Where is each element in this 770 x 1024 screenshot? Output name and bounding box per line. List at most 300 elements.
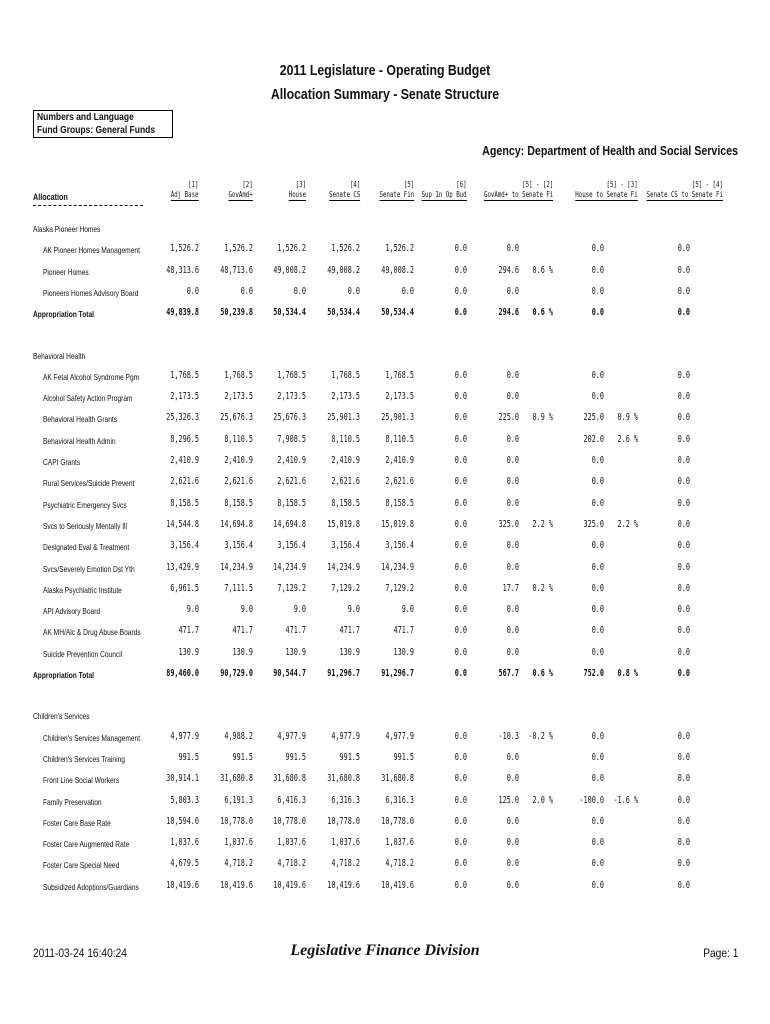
cell-value: 10,778.0 xyxy=(327,815,360,827)
cell-value: 0.0 xyxy=(677,858,690,870)
cell-value: 325.0 xyxy=(583,518,604,530)
cell-value: 991.5 xyxy=(339,751,360,763)
cell-value: 2,410.9 xyxy=(170,455,199,466)
cell-value: 3,156.4 xyxy=(277,540,306,552)
cell-value: 0.0 xyxy=(677,433,690,445)
cell-value: 25,676.3 xyxy=(220,412,253,424)
cell-value: 0.0 xyxy=(347,285,360,297)
footer-timestamp: 2011-03-24 16:40:24 xyxy=(33,946,127,960)
table-row xyxy=(0,880,770,894)
cell-value: 0.0 xyxy=(454,412,467,424)
fund-box-line1: Numbers and Language xyxy=(37,112,134,123)
cell-value: 6,416.3 xyxy=(277,794,306,806)
cell-value: 10,419.6 xyxy=(273,879,306,891)
row-label: Rural Services/Suicide Prevent xyxy=(43,478,135,489)
cell-value: 130.9 xyxy=(232,646,253,658)
cell-value: 48,713.6 xyxy=(220,264,253,276)
column-header-label: Senate Fin xyxy=(379,190,414,199)
table-row xyxy=(0,391,770,405)
table-row xyxy=(0,731,770,745)
column-header-label: Adj Base xyxy=(171,190,199,199)
cell-value: 0.0 xyxy=(293,285,306,297)
table-row xyxy=(0,455,770,469)
cell-value: 4,718.2 xyxy=(224,858,253,870)
cell-value: 15,019.8 xyxy=(381,518,414,530)
row-label: Appropriation Total xyxy=(33,670,95,680)
cell-value: 0.0 xyxy=(591,730,604,742)
cell-value: 0.0 xyxy=(677,540,690,552)
cell-value: 90,729.0 xyxy=(220,668,253,679)
row-label: Behavioral Health Admin xyxy=(43,435,116,446)
cell-value: 0.0 xyxy=(454,518,467,530)
column-header-number: [4] xyxy=(349,180,360,189)
cell-value: 0.0 xyxy=(454,391,467,403)
cell-value: 0.0 xyxy=(591,879,604,891)
cell-value: 0.0 xyxy=(591,582,604,594)
cell-value: 4,718.2 xyxy=(277,858,306,870)
cell-value: 0.0 xyxy=(591,773,604,785)
cell-value: 9.0 xyxy=(186,604,199,616)
cell-value: 0.0 xyxy=(591,858,604,870)
row-label: AK MH/Alc & Drug Abuse Boards xyxy=(43,627,141,638)
column-header-label: House to Senate Fi xyxy=(575,190,638,199)
cell-value: 2.6 % xyxy=(617,433,638,445)
table-row xyxy=(0,519,770,533)
cell-value: 471.7 xyxy=(232,625,253,637)
cell-value: 0.0 xyxy=(454,476,467,488)
cell-value: 0.0 xyxy=(677,751,690,763)
cell-value: 0.0 xyxy=(454,751,467,763)
cell-value: 0.0 xyxy=(506,433,519,445)
cell-value: 0.0 xyxy=(677,243,690,255)
cell-value: 0.0 xyxy=(506,604,519,616)
cell-value: 4,977.9 xyxy=(277,730,306,742)
cell-value: 0.0 xyxy=(677,815,690,827)
cell-value: 0.0 xyxy=(454,497,467,509)
cell-value: 10,778.0 xyxy=(220,815,253,827)
cell-value: 90,544.7 xyxy=(273,668,306,679)
table-row xyxy=(0,370,770,384)
cell-value: 471.7 xyxy=(393,625,414,637)
cell-value: 0.0 xyxy=(506,773,519,785)
cell-value: 7,908.5 xyxy=(277,433,306,445)
cell-value: 9.0 xyxy=(401,604,414,616)
cell-value: 471.7 xyxy=(339,625,360,637)
cell-value: -1.6 % xyxy=(613,794,638,806)
cell-value: 0.0 xyxy=(591,625,604,637)
row-label: Children's Services Management xyxy=(43,732,141,743)
table-row xyxy=(0,434,770,448)
cell-value: 0.0 xyxy=(591,264,604,276)
footer-page: Page: 1 xyxy=(702,946,738,960)
cell-value: 1,768.5 xyxy=(385,369,414,381)
cell-value: 0.0 xyxy=(677,773,690,785)
table-row xyxy=(0,243,770,257)
cell-value: 0.0 xyxy=(591,243,604,255)
cell-value: 9.0 xyxy=(347,604,360,616)
table-row xyxy=(0,412,770,426)
column-header-label: GovAmd+ xyxy=(228,190,253,199)
cell-value: 0.0 xyxy=(677,879,690,891)
cell-value: 0.0 xyxy=(591,646,604,658)
row-label: Behavioral Health xyxy=(33,350,86,361)
cell-value: 1,768.5 xyxy=(170,369,199,381)
cell-value: 3,156.4 xyxy=(224,540,253,552)
cell-value: 1,037.6 xyxy=(170,837,199,849)
cell-value: 3,156.4 xyxy=(385,540,414,552)
row-label: Alaska Pioneer Homes xyxy=(33,224,101,234)
cell-value: 8,158.5 xyxy=(170,497,199,509)
cell-value: 0.0 xyxy=(506,476,519,488)
cell-value: 0.0 xyxy=(506,391,519,403)
cell-value: 49,839.8 xyxy=(166,307,199,319)
cell-value: 0.0 xyxy=(454,625,467,637)
cell-value: 0.0 xyxy=(591,561,604,573)
column-header-number: [5] - [2] xyxy=(521,180,553,189)
cell-value: 2,621.6 xyxy=(277,476,306,488)
cell-value: 0.9 % xyxy=(532,412,553,424)
cell-value: 0.0 xyxy=(677,307,690,319)
cell-value: 325.0 xyxy=(498,518,519,530)
cell-value: 0.0 xyxy=(677,476,690,488)
cell-value: 0.0 xyxy=(240,285,253,297)
cell-value: 0.0 xyxy=(677,794,690,806)
cell-value: 0.0 xyxy=(677,625,690,637)
row-label: Svcs to Seriously Mentally Ill xyxy=(43,520,128,531)
cell-value: 7,129.2 xyxy=(385,582,414,594)
cell-value: 130.9 xyxy=(285,646,306,658)
column-header xyxy=(576,180,638,201)
group-header-row xyxy=(0,709,770,723)
cell-value: 10,778.0 xyxy=(381,815,414,827)
cell-value: 0.0 xyxy=(454,858,467,870)
cell-value: 2.2 % xyxy=(532,518,553,530)
cell-value: 0.0 xyxy=(454,455,467,466)
footer-division: Legislative Finance Division xyxy=(290,942,480,959)
cell-value: 0.0 xyxy=(454,879,467,891)
cell-value: 202.0 xyxy=(583,433,604,445)
cell-value: 6,191.3 xyxy=(224,794,253,806)
cell-value: 14,694.8 xyxy=(273,518,306,530)
allocation-header: Allocation xyxy=(33,192,68,202)
cell-value: 4,988.2 xyxy=(224,730,253,742)
cell-value: 991.5 xyxy=(178,751,199,763)
column-header-label: Senate CS xyxy=(328,190,360,199)
table-row xyxy=(0,816,770,830)
cell-value: 7,129.2 xyxy=(277,582,306,594)
cell-value: 14,234.9 xyxy=(273,561,306,573)
column-header-label: House xyxy=(288,190,306,199)
cell-value: 10,594.0 xyxy=(166,815,199,827)
cell-value: 1,526.2 xyxy=(277,243,306,255)
cell-value: 471.7 xyxy=(178,625,199,637)
cell-value: 2.0 % xyxy=(532,794,553,806)
cell-value: 0.0 xyxy=(506,815,519,827)
column-header-label: GovAmd+ to Senate Fi xyxy=(483,190,553,199)
cell-value: 5,803.3 xyxy=(170,794,199,806)
cell-value: 31,680.8 xyxy=(381,773,414,785)
cell-value: 0.0 xyxy=(677,391,690,403)
cell-value: 25,901.3 xyxy=(381,412,414,424)
cell-value: 31,680.8 xyxy=(327,773,360,785)
cell-value: 25,901.3 xyxy=(327,412,360,424)
cell-value: 1,037.6 xyxy=(277,837,306,849)
allocation-underline xyxy=(33,205,143,206)
cell-value: 0.9 % xyxy=(617,412,638,424)
cell-value: 91,296.7 xyxy=(381,668,414,679)
table-row xyxy=(0,562,770,576)
cell-value: 1,526.2 xyxy=(331,243,360,255)
cell-value: 2,410.9 xyxy=(385,455,414,466)
cell-value: 0.6 % xyxy=(532,264,553,276)
cell-value: 7,111.5 xyxy=(224,582,253,594)
table-row xyxy=(0,498,770,512)
column-header-label: Sup 1n Op Bud xyxy=(421,190,467,199)
cell-value: 0.0 xyxy=(677,264,690,276)
cell-value: 0.0 xyxy=(506,646,519,658)
cell-value: 125.0 xyxy=(498,794,519,806)
cell-value: 8,110.5 xyxy=(331,433,360,445)
column-header-label: Senate CS to Senate Fi xyxy=(646,190,723,199)
row-label: Behavioral Health Grants xyxy=(43,414,118,425)
cell-value: 0.0 xyxy=(591,751,604,763)
cell-value: 4,718.2 xyxy=(331,858,360,870)
table-row xyxy=(0,773,770,787)
cell-value: 0.0 xyxy=(506,879,519,891)
row-label: Foster Care Special Need xyxy=(43,860,120,871)
cell-value: 14,234.9 xyxy=(381,561,414,573)
cell-value: 2,410.9 xyxy=(277,455,306,466)
row-label: AK Pioneer Homes Management xyxy=(43,245,140,256)
cell-value: 2,621.6 xyxy=(170,476,199,488)
column-header-number: [5] - [4] xyxy=(691,180,723,189)
cell-value: 6,316.3 xyxy=(331,794,360,806)
cell-value: 9.0 xyxy=(240,604,253,616)
column-header-number: [1] xyxy=(188,180,199,189)
cell-value: 4,977.9 xyxy=(170,730,199,742)
cell-value: 0.0 xyxy=(677,668,690,679)
cell-value: 4,977.9 xyxy=(385,730,414,742)
row-label: Pioneers Homes Advisory Board xyxy=(43,287,139,298)
cell-value: 4,977.9 xyxy=(331,730,360,742)
cell-value: 0.0 xyxy=(454,773,467,785)
cell-value: 14,544.8 xyxy=(166,518,199,530)
cell-value: 0.0 xyxy=(506,285,519,297)
cell-value: 1,037.6 xyxy=(385,837,414,849)
cell-value: 49,008.2 xyxy=(273,264,306,276)
row-label: Children's Services xyxy=(33,711,90,722)
report-title: 2011 Legislature - Operating Budget xyxy=(279,62,491,79)
row-label: AK Fetal Alcohol Syndrome Pgm xyxy=(43,371,140,382)
table-row xyxy=(0,476,770,490)
cell-value: 91,296.7 xyxy=(327,668,360,679)
table-row xyxy=(0,625,770,639)
row-label: Alaska Psychiatric Institute xyxy=(43,584,122,595)
cell-value: 0.0 xyxy=(677,369,690,381)
cell-value: 471.7 xyxy=(285,625,306,637)
cell-value: 0.6 % xyxy=(532,668,553,679)
cell-value: -10.3 xyxy=(498,730,519,742)
cell-value: 225.0 xyxy=(583,412,604,424)
cell-value: 0.0 xyxy=(591,497,604,509)
column-header xyxy=(171,180,199,201)
cell-value: 991.5 xyxy=(285,751,306,763)
row-label: Children's Services Training xyxy=(43,753,125,764)
row-label: Subsidized Adoptions/Guardians xyxy=(43,881,139,892)
cell-value: 1,768.5 xyxy=(331,369,360,381)
cell-value: 7,129.2 xyxy=(331,582,360,594)
cell-value: 0.0 xyxy=(506,369,519,381)
cell-value: 0.0 xyxy=(677,837,690,849)
cell-value: 0.0 xyxy=(401,285,414,297)
cell-value: 8,158.5 xyxy=(331,497,360,509)
column-header xyxy=(379,180,414,201)
cell-value: 14,234.9 xyxy=(220,561,253,573)
cell-value: 2,173.5 xyxy=(331,391,360,403)
row-label: Psychiatric Emergency Svcs xyxy=(43,499,127,510)
cell-value: 2.2 % xyxy=(617,518,638,530)
cell-value: 0.0 xyxy=(506,751,519,763)
cell-value: 6,961.5 xyxy=(170,582,199,594)
cell-value: 991.5 xyxy=(393,751,414,763)
cell-value: 89,460.0 xyxy=(166,668,199,679)
cell-value: 25,326.3 xyxy=(166,412,199,424)
cell-value: 10,419.6 xyxy=(381,879,414,891)
cell-value: 991.5 xyxy=(232,751,253,763)
cell-value: 0.0 xyxy=(454,794,467,806)
cell-value: 15,019.8 xyxy=(327,518,360,530)
cell-value: 0.0 xyxy=(677,604,690,616)
cell-value: 13,429.9 xyxy=(166,561,199,573)
row-label: Designated Eval & Treatment xyxy=(43,542,130,553)
column-header xyxy=(229,180,253,201)
cell-value: 50,239.8 xyxy=(220,307,253,319)
cell-value: 0.0 xyxy=(591,476,604,488)
cell-value: 1,526.2 xyxy=(385,243,414,255)
cell-value: 10,778.0 xyxy=(273,815,306,827)
column-header-number: [3] xyxy=(295,180,306,189)
column-header xyxy=(647,180,723,201)
row-label: Suicide Prevention Council xyxy=(43,648,123,659)
cell-value: 31,680.8 xyxy=(220,773,253,785)
cell-value: 0.0 xyxy=(591,455,604,466)
table-row xyxy=(0,647,770,661)
total-row xyxy=(0,307,770,321)
cell-value: 0.0 xyxy=(591,837,604,849)
cell-value: 130.9 xyxy=(339,646,360,658)
cell-value: 0.0 xyxy=(677,412,690,424)
cell-value: 0.0 xyxy=(677,582,690,594)
cell-value: 49,008.2 xyxy=(381,264,414,276)
table-row xyxy=(0,752,770,766)
cell-value: 0.0 xyxy=(506,837,519,849)
cell-value: 30,914.1 xyxy=(166,773,199,785)
cell-value: 49,008.2 xyxy=(327,264,360,276)
cell-value: 1,037.6 xyxy=(224,837,253,849)
cell-value: 0.0 xyxy=(454,604,467,616)
table-row xyxy=(0,540,770,554)
cell-value: 50,534.4 xyxy=(327,307,360,319)
cell-value: 0.0 xyxy=(591,369,604,381)
cell-value: 2,173.5 xyxy=(170,391,199,403)
cell-value: 0.0 xyxy=(677,518,690,530)
cell-value: 0.0 xyxy=(506,858,519,870)
cell-value: 0.0 xyxy=(454,668,467,679)
cell-value: 0.0 xyxy=(454,369,467,381)
cell-value: 0.0 xyxy=(454,561,467,573)
cell-value: 0.0 xyxy=(454,646,467,658)
cell-value: 1,526.2 xyxy=(170,243,199,255)
cell-value: 2,173.5 xyxy=(277,391,306,403)
cell-value: 0.0 xyxy=(591,391,604,403)
row-label: Pioneer Homes xyxy=(43,266,89,277)
cell-value: 10,419.6 xyxy=(220,879,253,891)
cell-value: 0.0 xyxy=(506,625,519,637)
cell-value: 0.0 xyxy=(677,646,690,658)
cell-value: 8,158.5 xyxy=(277,497,306,509)
column-header-number: [5] xyxy=(403,180,414,189)
cell-value: -100.0 xyxy=(579,794,604,806)
cell-value: 0.0 xyxy=(186,285,199,297)
cell-value: 0.0 xyxy=(591,815,604,827)
column-header-number: [6] xyxy=(456,180,467,189)
row-label: Alcohol Safety Action Program xyxy=(43,393,133,404)
cell-value: 14,694.8 xyxy=(220,518,253,530)
cell-value: 9.0 xyxy=(293,604,306,616)
cell-value: 567.7 xyxy=(498,668,519,679)
cell-value: 0.0 xyxy=(454,433,467,445)
cell-value: 0.0 xyxy=(454,264,467,276)
table-row xyxy=(0,604,770,618)
column-header xyxy=(484,180,553,201)
cell-value: 3,156.4 xyxy=(170,540,199,552)
cell-value: 225.0 xyxy=(498,412,519,424)
cell-value: 8,296.5 xyxy=(170,433,199,445)
cell-value: 2,621.6 xyxy=(224,476,253,488)
group-header-row xyxy=(0,349,770,363)
row-label: API Advisory Board xyxy=(43,606,101,617)
cell-value: 25,676.3 xyxy=(273,412,306,424)
column-header xyxy=(422,180,467,201)
cell-value: 48,313.6 xyxy=(166,264,199,276)
cell-value: 0.0 xyxy=(454,285,467,297)
cell-value: 0.6 % xyxy=(532,307,553,319)
cell-value: 294.6 xyxy=(498,264,519,276)
total-row xyxy=(0,668,770,682)
group-header-row xyxy=(0,222,770,236)
cell-value: 2,410.9 xyxy=(224,455,253,466)
cell-value: 0.0 xyxy=(591,540,604,552)
column-header-number: [2] xyxy=(242,180,253,189)
cell-value: 4,679.5 xyxy=(170,858,199,870)
cell-value: 130.9 xyxy=(178,646,199,658)
cell-value: 0.0 xyxy=(454,540,467,552)
cell-value: 6,316.3 xyxy=(385,794,414,806)
cell-value: 0.0 xyxy=(677,497,690,509)
column-header-number: [5] - [3] xyxy=(606,180,638,189)
table-row xyxy=(0,265,770,279)
cell-value: 0.0 xyxy=(591,604,604,616)
cell-value: 1,526.2 xyxy=(224,243,253,255)
cell-value: 0.0 xyxy=(506,455,519,466)
cell-value: 2,621.6 xyxy=(331,476,360,488)
cell-value: 8,110.5 xyxy=(224,433,253,445)
cell-value: 0.0 xyxy=(677,285,690,297)
cell-value: 0.0 xyxy=(677,730,690,742)
fund-groups-box xyxy=(33,110,173,138)
row-label: Foster Care Base Rate xyxy=(43,817,111,828)
cell-value: 8,110.5 xyxy=(385,433,414,445)
